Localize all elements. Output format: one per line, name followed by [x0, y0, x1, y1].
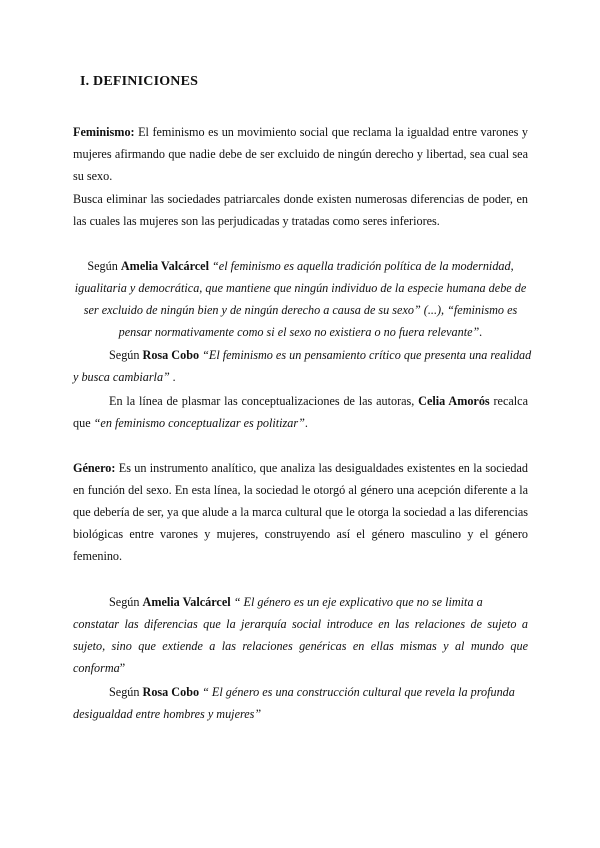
cobo-gen-line-1: Según Rosa Cobo “ El género es una construcción cultural que revela la profunda: [109, 685, 515, 699]
genero-line-1: Género: Es un instrumento analítico, que analiza las desigualdades existentes en la sociedad: [73, 461, 528, 475]
valcarcel-gen-line-2: constatar las diferencias que la jerarquía social introduce en las relaciones de sujeto a: [73, 617, 528, 631]
genero-term: Género:: [73, 461, 116, 475]
feminismo-line-5: las cuales las mujeres son las perjudicadas y tratadas como seres inferiores.: [73, 214, 440, 228]
author-amoros: Celia Amorós: [418, 394, 490, 408]
valcarcel-gen-line-4: conforma”: [73, 661, 126, 675]
cobo-fem-line-2: y busca cambiarla” .: [73, 370, 176, 384]
author-cobo: Rosa Cobo: [142, 348, 200, 362]
valcarcel-gen-line-1: Según Amelia Valcárcel “ El género es un eje explicativo que no se limita a: [109, 595, 483, 609]
feminismo-line-4: Busca eliminar las sociedades patriarcales donde existen numerosas diferencias de poder, en: [73, 192, 528, 206]
cobo-fem-line-1: Según Rosa Cobo “El feminismo es un pensamiento crítico que presenta una realidad: [109, 348, 532, 362]
feminismo-line-3: su sexo.: [73, 169, 113, 183]
genero-line-4: biológicas entre varones y mujeres, construyendo así el género masculino y el género: [73, 527, 528, 541]
genero-line-3: que debería de ser, ya que alude a la marca cultural que le otorga la sociedad a las diferencias: [73, 505, 528, 519]
amoros-line-1: En la línea de plasmar las conceptualizaciones de las autoras, Celia Amorós recalca: [109, 394, 528, 408]
amoros-line-2: que “en feminismo conceptualizar es politizar”.: [73, 416, 308, 430]
feminismo-term: Feminismo:: [73, 125, 135, 139]
valcarcel-fem-line-3: ser excluido de ningún bien y de ningún derecho a causa de su sexo” (...), “feminismo es: [83, 303, 518, 317]
genero-line-2: en función del sexo. En esta línea, la sociedad le otorgó al género una acepción diferente a la: [73, 483, 528, 497]
valcarcel-fem-line-4: pensar normativamente como si el sexo no existiera o no fuera relevante”.: [118, 325, 483, 339]
cobo-gen-line-2: desigualdad entre hombres y mujeres”: [73, 707, 262, 721]
section-heading: I. DEFINICIONES: [80, 74, 199, 89]
feminismo-line-1: Feminismo: El feminismo es un movimiento social que reclama la igualdad entre varones y: [73, 125, 528, 139]
valcarcel-gen-line-3: sujeto, sino que extiende a las relaciones genéricas en ellas mismas y al mundo que: [73, 639, 528, 653]
valcarcel-fem-line-2: igualitaria y democrática, que mantiene que ningún individuo de la especie humana debe de: [74, 281, 527, 295]
valcarcel-fem-line-1: Según Amelia Valcárcel “el feminismo es aquella tradición política de la modernidad,: [87, 259, 514, 273]
feminismo-line-2: mujeres afirmando que nadie debe de ser excluido de ningún derecho y libertad, sea cual sea: [73, 147, 528, 161]
author-valcarcel: Amelia Valcárcel: [120, 259, 209, 273]
genero-line-5: femenino.: [73, 549, 123, 563]
